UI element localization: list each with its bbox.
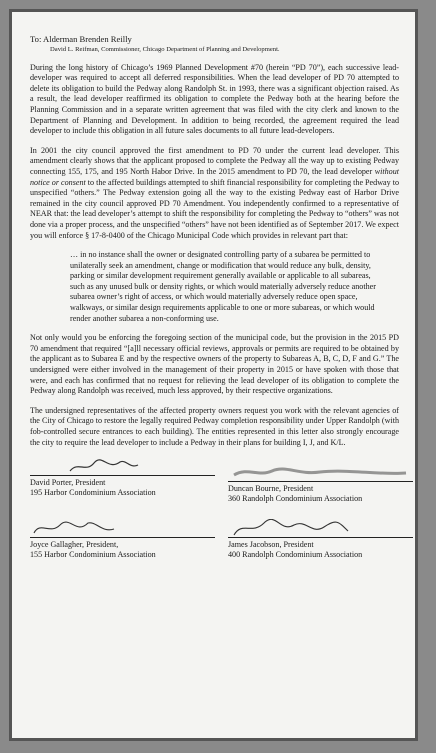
signer-association: 195 Harbor Condominium Association: [30, 488, 156, 498]
code-quote: … in no instance shall the owner or designated controlling party of a subarea be permitted to unilaterally seek an amendment, change or modification that would reduce any bulk, density, parking or similar development requirement generally available or applicable to all subareas, such as any unused bulk or density rights, or which would materially adversely reduce another subarea owner’s right of access, or which would materially adversely reduce open space, walkways, or similar design requirements applicable to one or more subareas, or which would render another subarea a non-conforming use.: [70, 250, 376, 323]
signature-gallagher: [30, 519, 215, 560]
handwritten-signature: [228, 463, 413, 481]
letter-page: [9, 9, 418, 741]
signer-association: 155 Harbor Condominium Association: [30, 550, 156, 560]
emphasis-without-notice: without notice or consent: [30, 166, 399, 187]
signature-bourne: [228, 463, 413, 504]
signer-name: Joyce Gallagher, President,: [30, 540, 119, 550]
signature-rule: [30, 475, 215, 476]
signer-name: Duncan Bourne, President: [228, 484, 314, 494]
signer-name: James Jacobson, President: [228, 540, 314, 550]
paragraph-amendment-part-1: In 2001 the city council approved the first amendment to PD 70 under the current lead developer. This amendment clearly shows that the applicant proposed to complete the Pedway all the way up to existing Pedway connecting 155, 175, and 195 North Habor Drive. In the 2015 amendment to PD 70, the lead developer: [30, 145, 399, 176]
signature-rule: [228, 481, 413, 482]
handwritten-signature: [30, 457, 215, 475]
handwritten-signature: [30, 519, 215, 537]
signer-association: 400 Randolph Condominium Association: [228, 550, 363, 560]
paragraph-request: The undersigned representatives of the affected property owners request you work with the relevant agencies of the City of Chicago to restore the legally required Pedway completion responsibility under Upper Randolph (with fob-controlled secure entrances to each building). The entities represented in this letter also strongly encourage the city to require the lead developer to include a Pedway in their plans for building I, J, and K/L.: [30, 405, 399, 447]
handwritten-signature: [228, 519, 413, 537]
memo-header: [30, 34, 399, 54]
signer-name: David Porter, President: [30, 478, 106, 488]
signature-rule: [30, 537, 215, 538]
signature-block: [30, 457, 399, 575]
from-line: David L. Reifman, Commissioner, Chicago Department of Planning and Development.: [50, 45, 280, 53]
signer-association: 360 Randolph Condominium Association: [228, 494, 363, 504]
paragraph-history: During the long history of Chicago’s 1969 Planned Development #70 (herein “PD 70”), each successive lead-developer was required to accept all deferred responsibilities. When the lead developer of PD 70 attempted to delete its obligation to build the Pedway along Randolph St. in 1993, there was a significant objection raised. As a result, the lead developer reaffirmed its obligation to complete the Pedway both at the hearing before the Planning Commission and in a separate written agreement that was filed with the city clerk and known to the Department of Planning and Development. In addition to being recorded, the agreement required the lead developer to include this obligation in all future sales documents to all future lead-developers.: [30, 62, 399, 136]
to-line: To: Alderman Brenden Reilly: [30, 34, 132, 44]
paragraph-amendment-part-2: to the affected buildings attempted to shift financial responsibility for completing the Pedway to unspecified “others.” The Pedway extension going all the way to the existing Pedway east of Harbor Drive remained in the city council approved PD 70 Amendment. You independently confirmed to a representative of NEAR that: the lead developer’s attempt to shift the responsibility for completing the Pedway to “others” was not done via a proper process, and the unspecified “others” have not been identified as of September 2017. We expect you will enforce § 17-8-0400 of the Chicago Municipal Code which provides in relevant part that:: [30, 177, 400, 240]
signature-jacobson: [228, 519, 413, 560]
signature-rule: [228, 537, 413, 538]
paragraph-amendment: [30, 146, 399, 241]
paragraph-enforcement: Not only would you be enforcing the foregoing section of the municipal code, but the provision in the 2015 PD 70 amendment that required “[a]ll necessary official reviews, approvals or permits are required to be obtained by the applicant as to Subarea E and by the respective owners of the property to Subareas A, B, C, D, F and G.” The undersigned were either involved in the management of their property in 2015 or have spoken with those that were, and each has confirmed that no request for relieving the lead developer of its obligation to complete the Pedway along Randolph was received, much less approved, by their respective organizations.: [30, 333, 399, 396]
signature-porter: [30, 457, 215, 498]
